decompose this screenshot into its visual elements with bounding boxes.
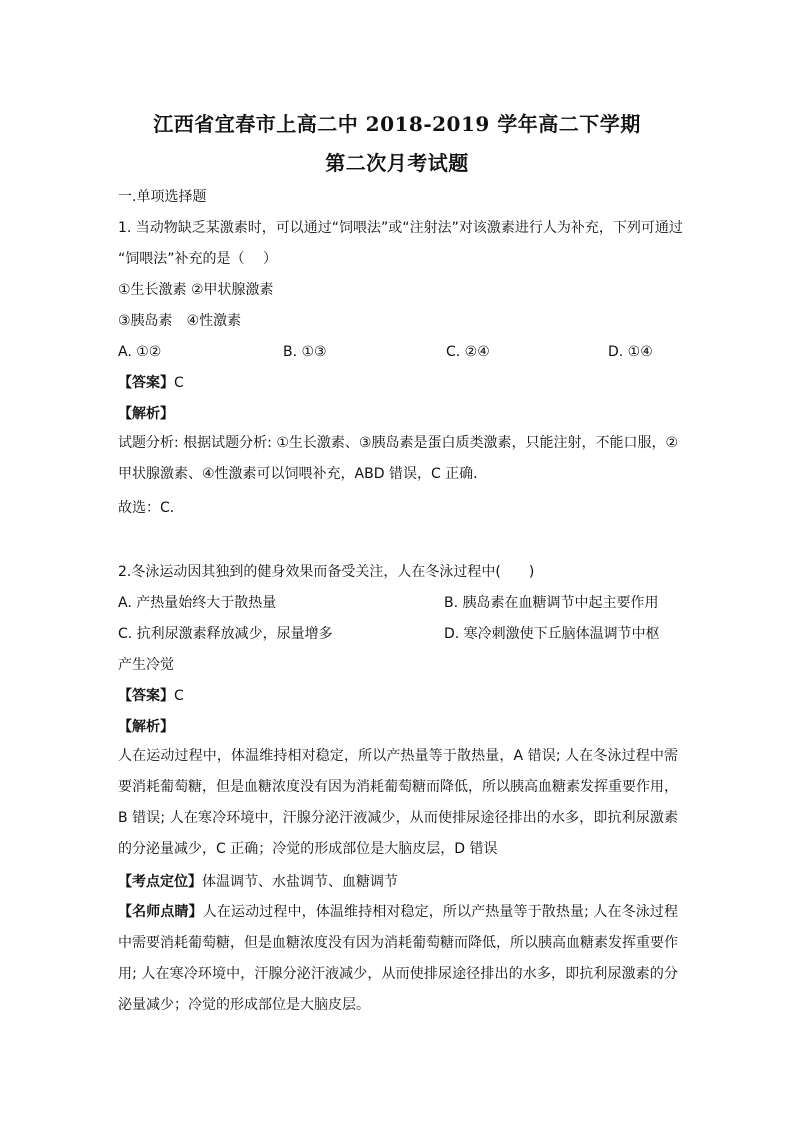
- q1-option-c: C. ②④: [446, 344, 490, 360]
- q1-answer-label: 【答案】: [118, 375, 174, 391]
- q2-option-a: A. 产热量始终大于散热量: [118, 595, 277, 611]
- q2-dianjing-block: [118, 897, 678, 1021]
- section-heading: 一.单项选择题: [118, 189, 207, 205]
- q1-analysis-text: 试题分析: 根据试题分析: ①生长激素、③胰岛素是蛋白质类激素，只能注射，不能口服，②甲状腺激素、④性激素可以饲喂补充，ABD 错误，C 正确．: [118, 435, 678, 482]
- q1-stem-line2: “饲喂法”补充的是（ ）: [118, 251, 277, 267]
- q1-answer-value: C: [174, 375, 184, 391]
- q2-analysis-label: 【解析】: [118, 719, 174, 735]
- q1-option-b: B. ①③: [283, 344, 327, 360]
- q2-answer-value: C: [174, 688, 184, 704]
- q1-option-a: A. ①②: [118, 344, 162, 360]
- q1-items-line2: ③胰岛素 ④性激素: [118, 313, 242, 329]
- q2-option-b: B. 胰岛素在血糖调节中起主要作用: [444, 595, 659, 611]
- q1-answer-row: [118, 374, 184, 392]
- q2-dianjing-label: 【名师点睛】: [118, 904, 203, 920]
- q1-option-d: D. ①④: [608, 344, 653, 360]
- document-title-line2: 第二次月考试题: [325, 151, 469, 175]
- q2-option-d-continuation: 产生冷觉: [118, 657, 174, 673]
- q2-kaodian-label: 【考点定位】: [118, 874, 202, 890]
- q2-option-c: C. 抗利尿激素释放减少，尿量增多: [118, 626, 333, 642]
- q2-answer-row: [118, 687, 184, 705]
- q1-items-line1: ①生长激素 ②甲状腺激素: [118, 282, 274, 298]
- q1-conclusion: 故选：C．: [118, 500, 184, 516]
- q2-option-d: D. 寒冷刺激使下丘脑体温调节中枢: [444, 626, 660, 642]
- q2-kaodian-row: [118, 873, 398, 891]
- q1-stem-line1: 1. 当动物缺乏某激素时，可以通过“饲喂法”或“注射法”对该激素进行人为补充，下列可通过: [118, 220, 683, 236]
- q2-analysis-text: 人在运动过程中，体温维持相对稳定，所以产热量等于散热量，A 错误; 人在冬泳过程中需要消耗葡萄糖，但是血糖浓度没有因为消耗葡萄糖而降低，所以胰高血糖素发挥重要作用，B 错误; 人在寒冷环境中，汗腺分泌汗液减少，从而使排尿途径排出的水多，即抗利尿激素的分泌量减少，C 正确；冷觉的形成部位是大脑皮层，D 错误: [118, 748, 678, 857]
- document-title-line1: 江西省宜春市上高二中 2018-2019 学年高二下学期: [153, 112, 641, 136]
- q2-kaodian-text: 体温调节、水盐调节、血糖调节: [202, 874, 398, 890]
- q2-stem: 2.冬泳运动因其独到的健身效果而备受关注，人在冬泳过程中( ): [118, 564, 535, 580]
- q2-answer-label: 【答案】: [118, 688, 174, 704]
- q1-analysis-label: 【解析】: [118, 406, 174, 422]
- q2-dianjing-text: 人在运动过程中，体温维持相对稳定，所以产热量等于散热量; 人在冬泳过程中需要消耗葡萄糖，但是血糖浓度没有因为消耗葡萄糖而降低，所以胰高血糖素发挥重要作用; 人在寒冷环境中，汗腺分泌汗液减少，从而使排尿途径排出的水多，即抗利尿激素的分泌量减少；冷觉的形成部位是大脑皮层。: [118, 904, 679, 1013]
